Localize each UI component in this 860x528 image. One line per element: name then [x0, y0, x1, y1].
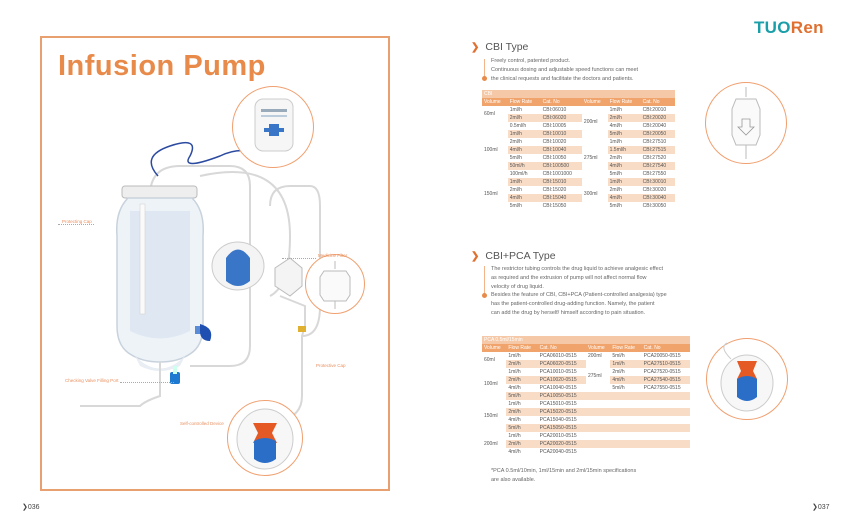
empty-cell	[586, 432, 610, 440]
flow-rate-cell: 1ml/h	[508, 130, 541, 138]
flow-rate-cell: 2ml/h	[612, 369, 625, 375]
table-row	[482, 138, 675, 146]
bullet-icon	[482, 293, 487, 298]
empty-cell	[610, 440, 641, 448]
inset-self-control-device	[227, 400, 303, 476]
inset-medicine-filter	[305, 254, 365, 314]
flow-rate-cell: 50ml/h	[508, 162, 541, 170]
cat-no-cell: PCA20050-0515	[643, 353, 681, 359]
volume-cell: 200ml	[587, 353, 602, 359]
cbi-description: Freely control, patented product. Continuous dosing and adjustable speed functions can meet the clinical requests and facilitate the doctors and patients.	[491, 58, 639, 82]
column-header: Cat. No	[642, 344, 690, 352]
empty-cell	[610, 432, 641, 440]
cat-no-cell: CBI:27550	[642, 171, 667, 177]
table-row	[482, 130, 675, 138]
flow-rate-cell: 2ml/h	[506, 408, 537, 416]
cat-no-cell: PCA06010-0515	[539, 353, 577, 359]
bottle-cap-icon	[233, 87, 313, 167]
table-row	[482, 122, 675, 130]
cat-no-cell: CBI:27510	[642, 139, 667, 145]
flow-rate-cell: 2ml/h	[608, 114, 641, 122]
cbi-heading: ❯ CBI Type	[471, 41, 529, 53]
table-row	[482, 400, 690, 408]
empty-cell	[642, 440, 690, 448]
volume-cell: 100ml	[484, 381, 498, 387]
column-header: Volume	[582, 98, 608, 106]
cat-no-cell: CBI:15040	[541, 194, 582, 202]
label-filter: Medicine Filter	[318, 253, 348, 258]
flow-rate-cell: 4ml/h	[508, 449, 521, 455]
flow-rate-cell: 2ml/h	[609, 187, 622, 193]
table-row	[482, 170, 675, 178]
cat-no-cell: CBI:10010	[541, 130, 582, 138]
table-row	[482, 440, 690, 448]
cat-no-cell: PCA27520-0515	[643, 369, 681, 375]
table-row	[482, 162, 675, 170]
cat-no-cell: CBI:100500	[541, 162, 582, 170]
empty-cell	[586, 448, 610, 456]
callout-line	[120, 382, 174, 383]
table-row	[482, 416, 690, 424]
cat-no-cell: PCA20040-0515	[539, 449, 577, 455]
divider-line	[484, 59, 485, 77]
empty-cell	[642, 448, 690, 456]
empty-cell	[642, 392, 690, 400]
cat-no-cell: CBI:20020	[641, 114, 675, 122]
table-row	[482, 408, 690, 416]
flow-rate-cell: 1ml/h	[508, 369, 521, 375]
volume-cell: 60ml	[484, 111, 495, 117]
cat-no-cell: CBI:30040	[641, 194, 675, 202]
cat-no-cell: PCA10020-0515	[538, 376, 586, 384]
table-row	[482, 178, 675, 186]
cat-no-cell: PCA10050-0515	[538, 392, 586, 400]
flow-rate-cell: 2ml/h	[508, 114, 541, 122]
empty-cell	[642, 424, 690, 432]
table-row	[482, 392, 690, 400]
column-header: Flow Rate	[508, 98, 541, 106]
label-cap: Protecting Cap	[62, 219, 92, 224]
callout-line	[282, 258, 316, 259]
pca-footnote: *PCA 0.5ml/10min, 1ml/15min and 2ml/15min specifications are also available.	[491, 468, 637, 483]
label-self-control: Self-controlled Device	[180, 421, 224, 426]
filter-icon	[306, 255, 364, 313]
cbi-table	[482, 90, 675, 210]
divider-line	[484, 266, 485, 294]
cat-no-cell: CBI:06020	[541, 114, 582, 122]
empty-cell	[586, 408, 610, 416]
cat-no-cell: CBI:10020	[542, 139, 567, 145]
flow-rate-cell: 2ml/h	[609, 155, 622, 161]
volume-cell: 150ml	[484, 191, 498, 197]
flow-rate-cell: 5ml/h	[609, 203, 622, 209]
empty-cell	[610, 392, 641, 400]
cat-no-cell: PCA10040-0515	[539, 385, 577, 391]
empty-cell	[610, 400, 641, 408]
column-header: Flow Rate	[610, 344, 641, 352]
flow-rate-cell: 5ml/h	[609, 171, 622, 177]
volume-cell: 150ml	[484, 413, 498, 419]
label-valve: Checking Valve Filling Port	[65, 378, 119, 383]
empty-cell	[610, 424, 641, 432]
cat-no-cell: CBI:20010	[642, 107, 667, 113]
pca-description: The restrictor tubing controls the drug liquid to achieve analgesic effect as required and the extrusion of pump will not affect normal flow velocity of drug liquid. Besides the feature of CBI, CBI+PCA (Patient-controlled analgesia) type has the patient-controlled drug-adding function. Namely, the patient can add the drug by herself/ himself according to pain situation.	[491, 266, 667, 316]
callout-line	[58, 224, 94, 225]
cat-no-cell: CBI:1001000	[542, 171, 572, 177]
inset-bottle-cap	[232, 86, 314, 168]
cat-no-cell: CBI:27515	[641, 146, 675, 154]
column-header: Cat. No	[538, 344, 586, 352]
pca-heading: ❯ CBI+PCA Type	[471, 250, 556, 262]
flow-rate-cell: 1.5ml/h	[608, 146, 641, 154]
empty-cell	[586, 400, 610, 408]
table-caption: CBI	[482, 90, 675, 98]
cat-no-cell: PCA15050-0515	[538, 424, 586, 432]
cat-no-cell: PCA20020-0515	[538, 440, 586, 448]
flow-rate-cell: 5ml/h	[509, 155, 522, 161]
table-row	[482, 106, 675, 114]
table-row	[482, 114, 675, 122]
cat-no-cell: PCA20010-0515	[539, 433, 577, 439]
table-row	[482, 352, 690, 360]
empty-cell	[586, 440, 610, 448]
cat-no-cell: PCA15010-0515	[539, 401, 577, 407]
empty-cell	[586, 424, 610, 432]
cat-no-cell: CBI:30020	[642, 187, 667, 193]
cat-no-cell: CBI:15050	[542, 203, 567, 209]
volume-cell: 275ml	[587, 373, 602, 379]
flow-rate-cell: 5ml/h	[506, 392, 537, 400]
empty-cell	[610, 408, 641, 416]
flow-rate-cell: 5ml/h	[509, 203, 522, 209]
cat-no-cell: CBI:10005	[542, 123, 567, 129]
volume-cell: 100ml	[484, 147, 498, 153]
empty-cell	[642, 432, 690, 440]
column-header: Volume	[482, 98, 508, 106]
flow-rate-cell: 5ml/h	[612, 385, 625, 391]
empty-cell	[610, 448, 641, 456]
cat-no-cell: PCA10010-0515	[539, 369, 577, 375]
brand-logo: TUORen	[754, 18, 824, 37]
flow-rate-cell: 5ml/h	[612, 353, 625, 359]
cat-no-cell: CBI:10040	[541, 146, 582, 154]
flow-rate-cell: 0.5ml/h	[509, 123, 527, 129]
column-header: Volume	[586, 344, 610, 352]
flow-rate-cell: 2ml/h	[506, 440, 537, 448]
cat-no-cell: CBI:15010	[541, 178, 582, 186]
flow-rate-cell: 4ml/h	[508, 417, 521, 423]
empty-cell	[642, 416, 690, 424]
table-caption: PCA 0.5ml/15min	[482, 336, 690, 344]
cat-no-cell: CBI:27540	[641, 162, 675, 170]
column-header: Flow Rate	[608, 98, 641, 106]
pca-device-icon	[707, 339, 787, 419]
table-row	[482, 186, 675, 194]
empty-cell	[586, 392, 610, 400]
flow-rate-cell: 4ml/h	[508, 194, 541, 202]
table-row	[482, 194, 675, 202]
flow-rate-cell: 4ml/h	[609, 123, 622, 129]
flow-rate-cell: 2ml/h	[506, 360, 537, 368]
page-number-right: ❯037	[812, 504, 830, 511]
flow-rate-cell: 2ml/h	[506, 376, 537, 384]
empty-cell	[642, 400, 690, 408]
bullet-icon	[482, 76, 487, 81]
flow-rate-cell: 1ml/h	[509, 107, 522, 113]
flow-rate-cell: 4ml/h	[508, 385, 521, 391]
cat-no-cell: CBI:20040	[642, 123, 667, 129]
table-row	[482, 146, 675, 154]
cat-no-cell: CBI:06010	[542, 107, 567, 113]
flow-rate-cell: 1ml/h	[508, 433, 521, 439]
flow-rate-cell: 1ml/h	[610, 360, 641, 368]
page-title: Infusion Pump	[58, 50, 266, 82]
chevron-right-icon: ❯	[471, 41, 480, 53]
cat-no-cell: CBI:30050	[642, 203, 667, 209]
flow-rate-cell: 1ml/h	[609, 107, 622, 113]
cat-no-cell: PCA15020-0515	[538, 408, 586, 416]
cbi-device-icon	[706, 83, 786, 163]
table-row	[482, 202, 675, 210]
flow-rate-cell: 1ml/h	[608, 178, 641, 186]
pca-button-icon	[228, 401, 302, 475]
chevron-right-icon: ❯	[471, 250, 480, 262]
cat-no-cell: PCA27550-0515	[643, 385, 681, 391]
flow-rate-cell: 2ml/h	[509, 139, 522, 145]
column-header: Cat. No	[541, 98, 582, 106]
cat-no-cell: PCA27540-0515	[642, 376, 690, 384]
table-row	[482, 432, 690, 440]
volume-cell: 275ml	[583, 155, 598, 161]
volume-cell: 300ml	[583, 191, 598, 197]
table-row	[482, 154, 675, 162]
empty-cell	[610, 416, 641, 424]
flow-rate-cell: 4ml/h	[508, 146, 541, 154]
cat-no-cell: PCA27510-0515	[642, 360, 690, 368]
empty-cell	[642, 408, 690, 416]
label-protective-cap: Protective Cap	[316, 363, 346, 368]
pca-table	[482, 336, 690, 456]
cat-no-cell: CBI:30010	[641, 178, 675, 186]
table-row	[482, 424, 690, 432]
column-header: Cat. No	[641, 98, 675, 106]
flow-rate-cell: 4ml/h	[608, 162, 641, 170]
volume-cell: 60ml	[484, 357, 495, 363]
flow-rate-cell: 4ml/h	[610, 376, 641, 384]
column-header: Flow Rate	[506, 344, 537, 352]
volume-cell: 200ml	[484, 441, 498, 447]
flow-rate-cell: 1ml/h	[508, 401, 521, 407]
cat-no-cell: CBI:10050	[542, 155, 567, 161]
page-number-left: ❯036	[22, 504, 40, 511]
flow-rate-cell: 1ml/h	[609, 139, 622, 145]
column-header: Volume	[482, 344, 506, 352]
inset-pca-device	[706, 338, 788, 420]
empty-cell	[586, 416, 610, 424]
volume-cell: 200ml	[583, 119, 598, 125]
cat-no-cell: CBI:15020	[542, 187, 567, 193]
cat-no-cell: PCA15040-0515	[539, 417, 577, 423]
table-row	[482, 448, 690, 456]
flow-rate-cell: 1ml/h	[508, 353, 521, 359]
cat-no-cell: PCA06020-0515	[538, 360, 586, 368]
cat-no-cell: CBI:27520	[642, 155, 667, 161]
flow-rate-cell: 2ml/h	[509, 187, 522, 193]
flow-rate-cell: 5ml/h	[506, 424, 537, 432]
cat-no-cell: CBI:20050	[641, 130, 675, 138]
flow-rate-cell: 1ml/h	[508, 178, 541, 186]
flow-rate-cell: 5ml/h	[608, 130, 641, 138]
flow-rate-cell: 100ml/h	[509, 171, 528, 177]
table-row	[482, 360, 690, 368]
flow-rate-cell: 4ml/h	[608, 194, 641, 202]
inset-cbi-device	[705, 82, 787, 164]
